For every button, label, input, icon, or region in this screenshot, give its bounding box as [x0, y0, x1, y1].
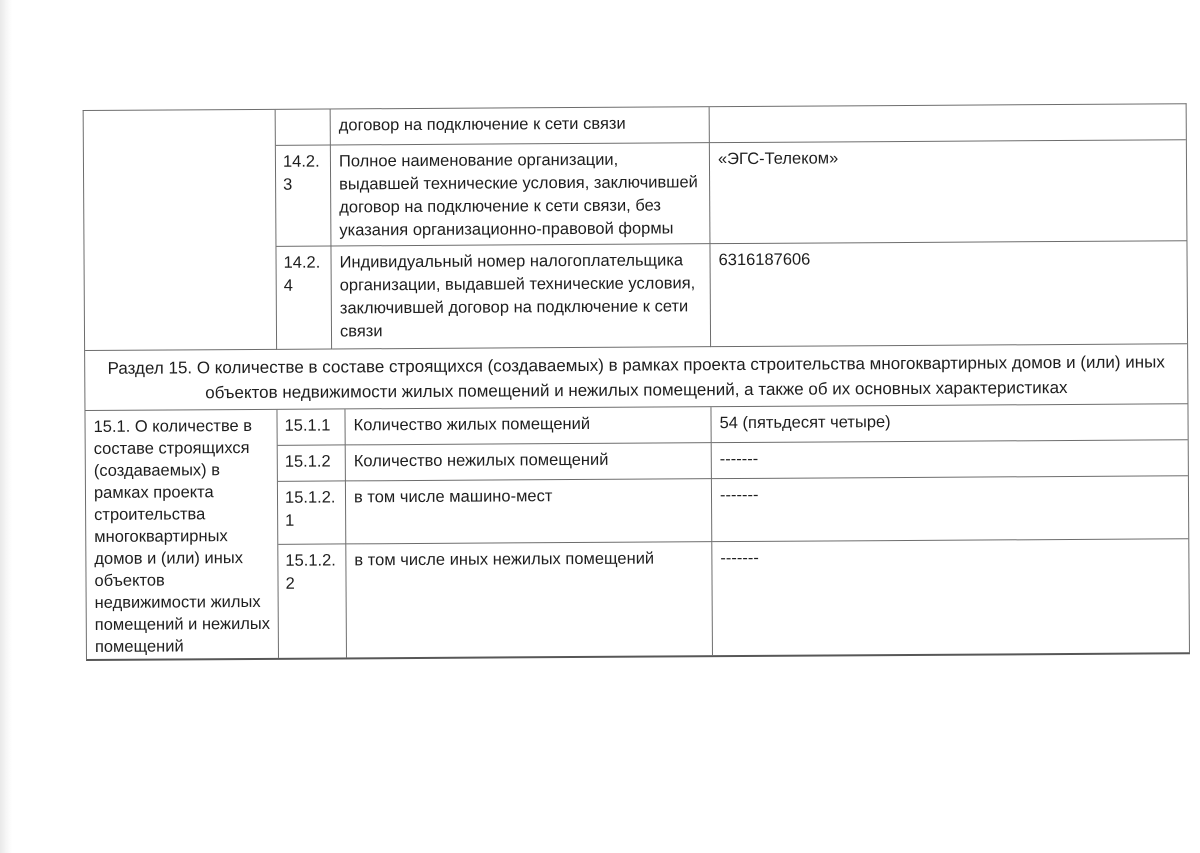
row-number: 15.1.2: [278, 445, 346, 481]
row-value: 6316187606: [710, 241, 1187, 347]
row-value: 54 (пятьдесят четыре): [711, 404, 1187, 443]
row-number: 15.1.1: [277, 409, 345, 445]
section14-group-cell: [84, 110, 277, 351]
row-number: 15.1.2.1: [278, 481, 346, 544]
row-number: 15.1.2.2: [278, 544, 347, 657]
project-declaration-table: [83, 103, 1190, 661]
row-value: -------: [712, 440, 1188, 479]
section-15-table: [85, 404, 1188, 659]
section-14-table-fragment: [84, 104, 1187, 351]
scan-edge-shadow: [0, 0, 12, 853]
row-number: 14.2.3: [276, 145, 332, 246]
row-label: Количество жилых помещений: [345, 407, 711, 445]
row-label: в том числе иных нежилых помещений: [346, 542, 713, 657]
row-label: Индивидуальный номер налогоплательщика организации, выдавшей технические условия, заключившей договор на подключение к сети связи: [331, 244, 711, 349]
section-15-header: Раздел 15. О количестве в составе строящихся (создаваемых) в рамках проекта строительства многоквартирных домов и (или) иных объектов недвижимости жилых помещений и нежилых помещений, а также об их основных характеристиках: [85, 344, 1187, 411]
row-value: -------: [720, 548, 759, 568]
row-label: в том числе машино-мест: [346, 479, 712, 544]
section15-group-cell: 15.1. О количестве в составе строящихся (создаваемых) в рамках проекта строительства многоквартирных домов и (или) иных объектов недвижимости жилых помещений и нежилых помещений: [85, 410, 279, 659]
row-value: -------: [712, 476, 1188, 542]
row-number: [276, 109, 331, 145]
row-number: 14.2.4: [276, 246, 332, 349]
row-label: Полное наименование организации, выдавшей технические условия, заключившей договор на подключение к сети связи, без указания организационно-правовой формы: [331, 143, 711, 246]
row-value: [710, 104, 1186, 143]
row-label: Количество нежилых помещений: [346, 443, 712, 481]
row-label: договор на подключение к сети связи: [331, 107, 710, 145]
row-value: «ЭГС-Телеком»: [710, 140, 1187, 244]
